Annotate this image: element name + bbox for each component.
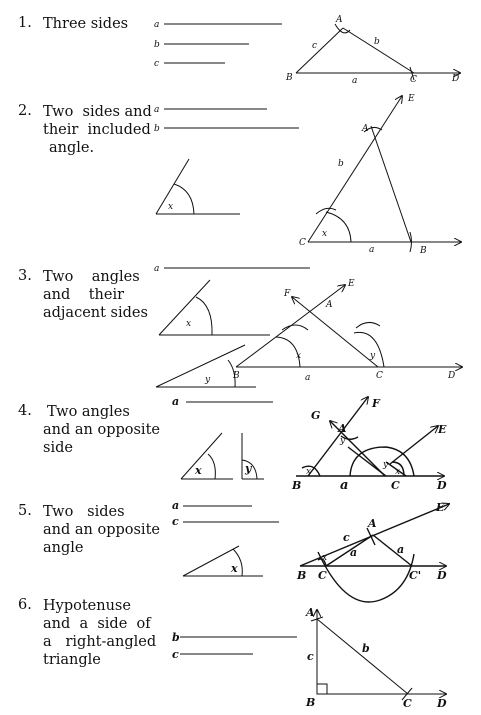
case-2-arc-angle (326, 212, 351, 242)
case-4-angle-x-label: x (195, 464, 202, 477)
case-4-ray-G: G (311, 409, 321, 422)
case-6-triangle (311, 610, 446, 700)
case-6-side-b: b (362, 642, 370, 655)
case-4-vertex-C: C (391, 479, 400, 492)
case-3-triangle (236, 285, 462, 367)
case-2-given-segments (164, 109, 299, 128)
case-6-ray-D: D (437, 697, 447, 710)
case-6-number: 6. (18, 597, 32, 613)
case-4-seg-a-label: a (172, 395, 180, 408)
case-1-ray-D: D (452, 74, 460, 84)
case-1-seg-c-label: c (154, 59, 160, 69)
case-3-arc-mark-right (356, 322, 380, 328)
case-1-vertex-C: C (410, 75, 417, 85)
case-1-vertex-A: A (336, 15, 343, 25)
case-3-arc-y (354, 332, 384, 367)
case-5-vertex-A: A (368, 517, 377, 530)
case-1-line-1: Three sides (43, 16, 129, 32)
case-3-line-1: Two angles (43, 269, 140, 285)
case-3-line-2: and their (43, 287, 125, 303)
case-2-seg-a-label: a (154, 105, 160, 115)
case-5-seg-a-label: a (172, 499, 180, 512)
case-3-angle-x-arc (196, 297, 212, 335)
case-1-triangle (296, 24, 460, 80)
case-2-side-a: a (369, 245, 375, 255)
case-5-given-angle (183, 546, 263, 576)
case-5-side-a-right: a (397, 543, 405, 556)
case-4-line-2: and an opposite (43, 422, 160, 438)
case-2-line-1: Two sides and (43, 104, 152, 120)
case-1-seg-b-label: b (154, 40, 160, 50)
case-5-side-a-left: a (350, 546, 358, 559)
case-2-vertex-A: A (362, 124, 369, 134)
case-2-number: 2. (18, 103, 32, 119)
case-3-angle-y-label: y (205, 375, 211, 385)
case-4-angle-x-arc (208, 454, 215, 479)
case-2-vertex-B: B (420, 246, 427, 256)
case-4-vertex-A: A (338, 422, 347, 435)
case-3-vertex-B: B (233, 371, 240, 381)
case-2-vertex-C: C (299, 238, 306, 248)
case-6-vertex-C: C (403, 697, 412, 710)
case-4-angle-x-mark-left: x (306, 467, 312, 477)
case-2-line-3: angle. (49, 140, 95, 156)
case-2-ray-E: E (408, 94, 415, 104)
case-6-seg-c-label: c (172, 648, 179, 661)
case-1-given-segments (164, 24, 282, 63)
case-2-angle-arc (174, 184, 194, 214)
case-5-seg-c-label: c (172, 515, 179, 528)
case-1-number: 1. (18, 15, 32, 31)
case-5-given-segments (183, 506, 279, 522)
case-5-vertex-C-prime: C' (409, 569, 422, 582)
case-4-ray-D: D (437, 479, 447, 492)
case-4-angle-y-label: y (245, 462, 252, 475)
case-5-ray-D: D (437, 569, 447, 582)
case-4-number: 4. (18, 403, 32, 419)
case-6-side-c: c (307, 650, 314, 663)
case-2-angle-x-mark: x (322, 229, 328, 239)
case-1-side-a: a (352, 76, 358, 86)
case-3-ray-D: D (448, 371, 456, 381)
case-5-angle-x-label: x (231, 562, 238, 575)
case-1-seg-a-label: a (154, 20, 160, 30)
case-4-angle-y-mark-right: y (383, 460, 389, 470)
case-6-given-segments (180, 637, 297, 654)
case-2-triangle (308, 96, 461, 252)
case-5-angle-x-mark: x (322, 553, 328, 563)
case-4-line-3: side (43, 440, 73, 456)
case-4-ray-F: F (372, 397, 380, 410)
case-6-right-angle-mark (317, 684, 327, 694)
case-3-angle-y-mark: y (370, 351, 376, 361)
case-1-vertex-B: B (286, 73, 293, 83)
case-1-side-c: c (312, 41, 318, 51)
case-3-ray-E: E (348, 279, 355, 289)
case-5-line-1: Two sides (43, 504, 125, 520)
case-6-vertex-B: B (306, 696, 316, 709)
case-3-vertex-C: C (376, 371, 383, 381)
case-1-side-b: b (374, 37, 380, 47)
case-3-number: 3. (18, 268, 32, 284)
case-3-angle-x-label: x (186, 319, 192, 329)
case-6-vertex-A: A (306, 606, 315, 619)
case-4-angle-x-mark-right: x (395, 467, 401, 477)
case-5-line-3: angle (43, 540, 84, 556)
case-3-angle-x-mark: x (296, 351, 302, 361)
case-6-seg-b-label: b (172, 631, 180, 644)
case-6-line-2: and a side of (43, 616, 151, 632)
case-2-seg-b-label: b (154, 124, 160, 134)
case-5-vertex-C: C (318, 569, 327, 582)
case-6-line-4: triangle (43, 652, 101, 668)
case-4-line-1: Two angles (47, 404, 130, 420)
case-5-number: 5. (18, 503, 32, 519)
case-6-line-3: a right-angled (43, 634, 157, 650)
case-4-vertex-B: B (292, 479, 302, 492)
case-4-side-a: a (340, 478, 349, 493)
case-3-seg-a-label: a (154, 264, 160, 274)
case-3-line-3: adjacent sides (43, 305, 148, 321)
case-5-swing-arc (318, 552, 414, 602)
case-4-angle-y-mark: y (340, 436, 346, 446)
case-4-ray-E: E (438, 423, 447, 436)
case-3-vertex-A: A (326, 300, 333, 310)
case-2-side-b: b (338, 159, 344, 169)
case-4-given-angle-x (181, 433, 233, 479)
case-3-side-a: a (305, 373, 311, 383)
case-2-line-2: their included (43, 122, 151, 138)
case-5-vertex-B: B (297, 569, 307, 582)
case-6-line-1: Hypotenuse (43, 598, 131, 614)
case-5-line-2: and an opposite (43, 522, 160, 538)
case-3-given-angle-x (159, 280, 270, 335)
case-5-ray-E: E (436, 501, 445, 514)
case-3-ray-F: F (284, 289, 291, 299)
case-2-angle-x-label: x (168, 202, 174, 212)
case-5-side-c: c (343, 531, 350, 544)
